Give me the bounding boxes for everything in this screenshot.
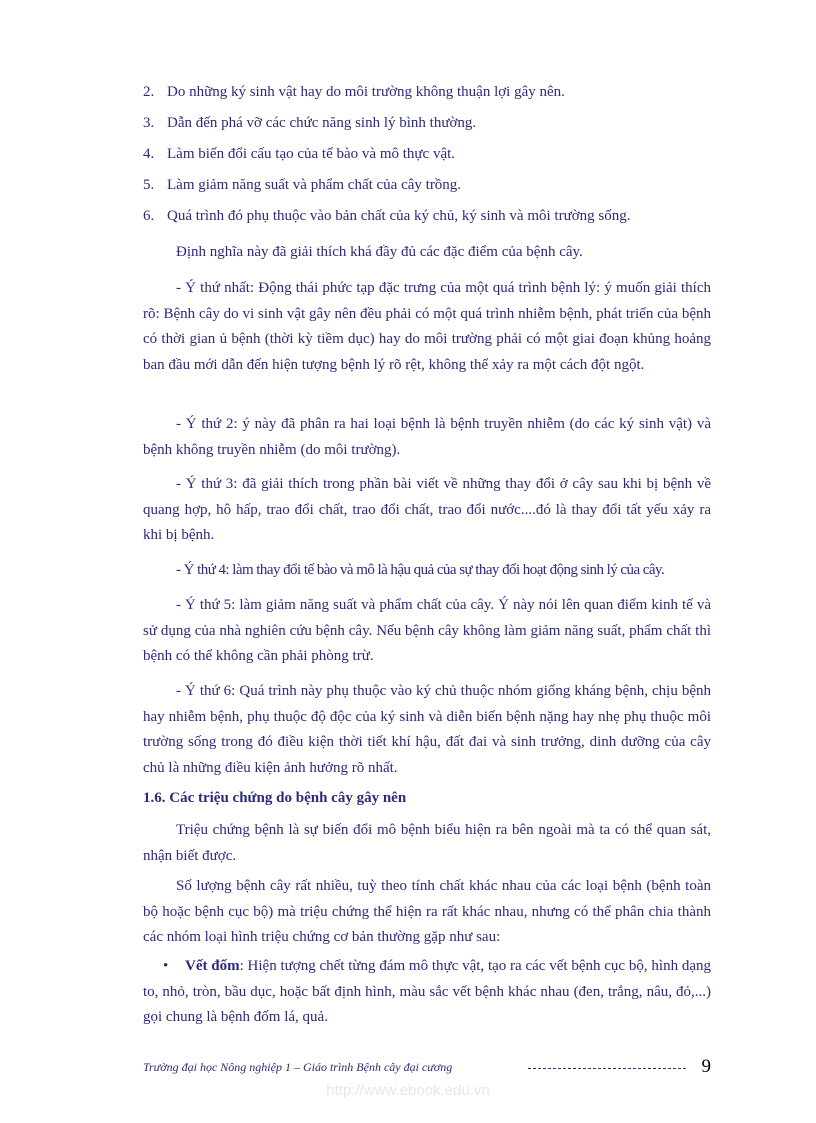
list-item-text: Làm giảm năng suất và phẩm chất của cây trồng. bbox=[167, 177, 462, 193]
paragraph-point-3 bbox=[143, 472, 711, 549]
paragraph-definition bbox=[143, 240, 711, 266]
section-heading: 1.6. Các triệu chứng do bệnh cây gây nên bbox=[143, 790, 407, 806]
footer-text: Trường đại học Nông nghiệp 1 – Giáo trình Bệnh cây đại cương bbox=[143, 1060, 453, 1074]
list-item bbox=[143, 206, 683, 237]
paragraph-text: Định nghĩa này đã giải thích khá đầy đủ các đặc điểm của bệnh cây. bbox=[176, 244, 583, 260]
numbered-list bbox=[143, 82, 683, 237]
list-item-number: 3. bbox=[143, 115, 155, 131]
paragraph-text: - Ý thứ 6: Quá trình này phụ thuộc vào ký chủ thuộc nhóm giống kháng bệnh, chịu bệnh hay nhiễm bệnh, phụ thuộc độ độc của ký sinh và diễn biến bệnh nặng hay nhẹ phụ thuộc môi trường sống trong đó điều kiện thời tiết khí hậu, đất đai và sinh trưởng, dinh dưỡng của cây chủ là những điều kiện ảnh hưởng rõ nhất. bbox=[143, 683, 711, 776]
list-item bbox=[143, 82, 683, 113]
list-item-number: 6. bbox=[143, 208, 155, 224]
paragraph-text: Triệu chứng bệnh là sự biến đổi mô bệnh biểu hiện ra bên ngoài mà ta có thể quan sát, nhận biết được. bbox=[143, 822, 711, 864]
list-item-text: Quá trình đó phụ thuộc vào bản chất của ký chủ, ký sinh và môi trường sống. bbox=[167, 208, 631, 224]
list-item-number: 2. bbox=[143, 84, 155, 100]
list-item-number: 4. bbox=[143, 146, 155, 162]
paragraph-text: - Ý thứ 2: ý này đã phân ra hai loại bệnh là bệnh truyền nhiễm (do các ký sinh vật) và bệnh không truyền nhiễm (do môi trường). bbox=[143, 416, 711, 458]
paragraph-symptom-definition bbox=[143, 818, 711, 869]
page-number: 9 bbox=[701, 1056, 711, 1077]
list-item bbox=[143, 175, 683, 206]
bullet-text: : Hiện tượng chết từng đám mô thực vật, tạo ra các vết bệnh cục bộ, hình dạng to, nhỏ, tròn, bầu dục, hoặc bất định hình, màu sắc vết bệnh khác nhau (đen, trắng, nâu, đỏ,...) gọi chung là bệnh đốm lá, quả. bbox=[143, 958, 711, 1025]
list-item-number: 5. bbox=[143, 177, 155, 193]
paragraph-text: - Ý thứ nhất: Động thái phức tạp đặc trưng của một quá trình bệnh lý: ý muốn giải thích rõ: Bệnh cây do vi sinh vật gây nên đều phải có một quá trình nhiễm bệnh, phát triển của bệnh có thời gian ủ bệnh (thời kỳ tiềm dục) hay do môi trường phải có một giai đoạn khủng hoảng ban đầu mới dẫn đến hiện tượng bệnh lý rõ rệt, không thể xảy ra một cách đột ngột. bbox=[143, 280, 711, 373]
paragraph-text: - Ý thứ 3: đã giải thích trong phần bài viết về những thay đổi ở cây sau khi bị bệnh về quang hợp, hô hấp, trao đổi chất, trao đổi chất, trao đổi nước....đó là thay đổi tất yếu xảy ra khi bị bệnh. bbox=[143, 476, 711, 543]
paragraph-point-2 bbox=[143, 412, 711, 463]
paragraph-text: - Ý thứ 5: làm giảm năng suất và phẩm chất của cây. Ý này nói lên quan điểm kinh tế và sử dụng của nhà nghiên cứu bệnh cây. Nếu bệnh cây không làm giảm năng suất, phẩm chất thì bệnh có thể không cần phải phòng trừ. bbox=[143, 597, 711, 664]
paragraph-text: - Ý thứ 4: làm thay đổi tế bào và mô là hậu quả của sự thay đổi hoạt động sinh lý của cây. bbox=[176, 562, 665, 578]
paragraph-point-5 bbox=[143, 593, 711, 670]
paragraph-point-6 bbox=[143, 679, 711, 781]
list-item-text: Dẫn đến phá vỡ các chức năng sinh lý bình thường. bbox=[167, 115, 477, 131]
list-item-text: Do những ký sinh vật hay do môi trường không thuận lợi gây nên. bbox=[167, 84, 565, 100]
bullet-term: Vết đốm bbox=[185, 958, 240, 974]
list-item-text: Làm biến đổi cấu tạo của tế bào và mô thực vật. bbox=[167, 146, 456, 162]
paragraph-point-4 bbox=[143, 558, 711, 584]
bullet-icon: • bbox=[163, 958, 169, 974]
watermark-url: http://www.ebook.edu.vn bbox=[326, 1082, 490, 1099]
paragraph-point-1 bbox=[143, 276, 711, 378]
paragraph-text: Số lượng bệnh cây rất nhiều, tuỳ theo tính chất khác nhau của các loại bệnh (bệnh toàn bộ hoặc bệnh cục bộ) mà triệu chứng thể hiện ra rất khác nhau, nhưng có thể phân chia thành các nhóm loại hình triệu chứng cơ bản thường gặp như sau: bbox=[143, 878, 711, 945]
page-footer bbox=[143, 1056, 711, 1077]
list-item bbox=[143, 113, 683, 144]
list-item bbox=[143, 144, 683, 175]
paragraph-symptom-groups bbox=[143, 874, 711, 951]
footer-divider bbox=[528, 1068, 686, 1069]
bullet-item bbox=[143, 954, 711, 1031]
